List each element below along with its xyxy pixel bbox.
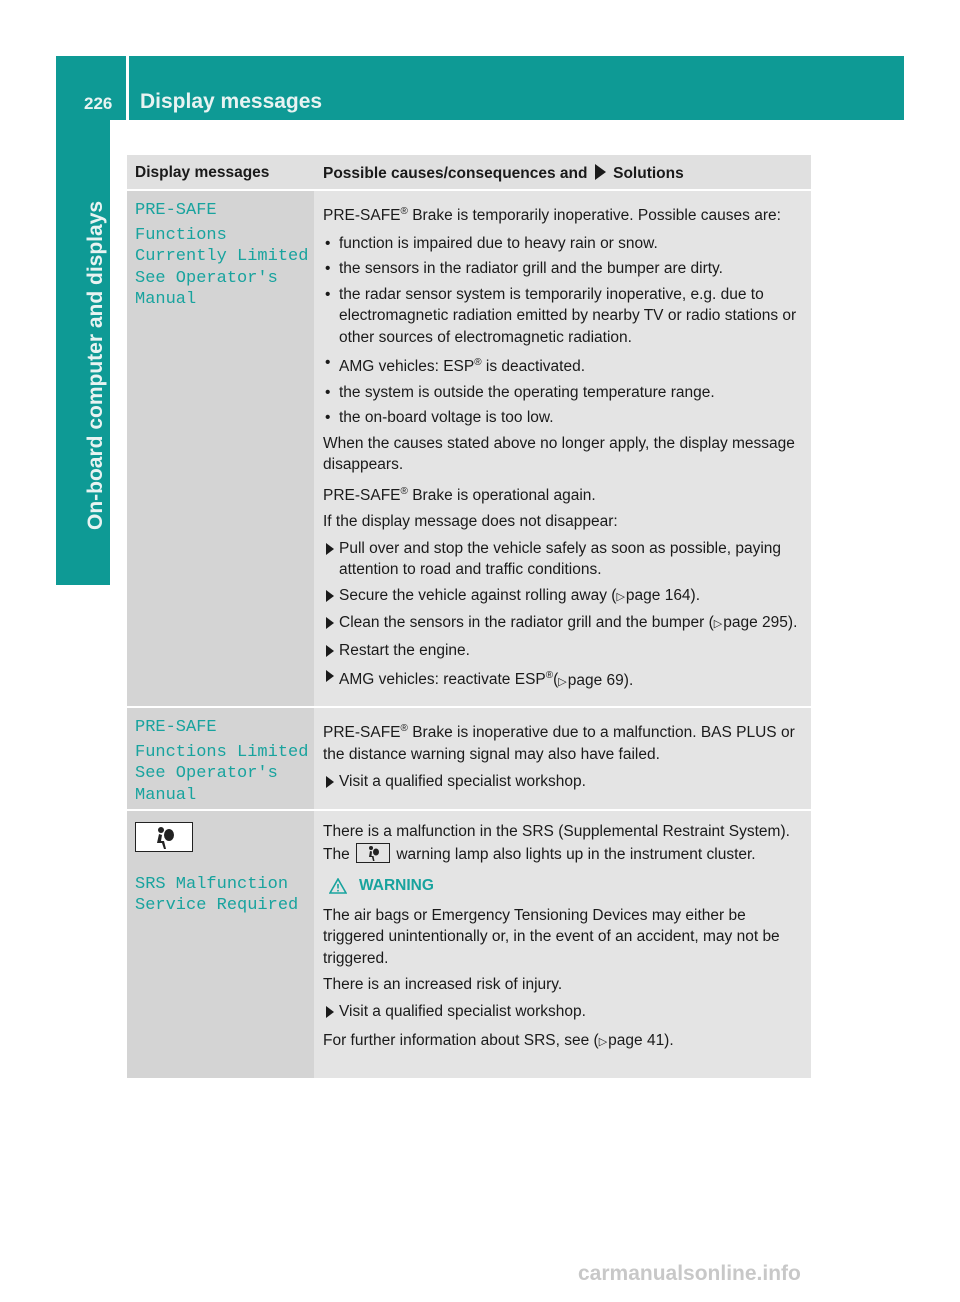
display-messages-table bbox=[127, 155, 811, 1078]
col-header-causes-solutions bbox=[314, 155, 811, 189]
page-reference-link[interactable]: ▷ page 69). bbox=[558, 672, 633, 689]
header-divider bbox=[126, 56, 129, 120]
message-line: PRE-SAFE bbox=[135, 201, 217, 220]
page-reference-link[interactable]: ▷ page 41). bbox=[599, 1032, 674, 1049]
watermark: carmanualsonline.info bbox=[578, 1262, 801, 1285]
action-step: Visit a qualified specialist workshop. bbox=[323, 771, 805, 793]
causes-solutions-cell bbox=[314, 811, 811, 1078]
message-line: Currently Limited bbox=[135, 247, 309, 266]
intro-text: PRE-SAFE® Brake is temporarily inoperative. Possible causes are: bbox=[323, 206, 781, 225]
message-line: Manual bbox=[135, 785, 197, 805]
action-step: Visit a qualified specialist workshop. bbox=[323, 1001, 805, 1023]
info-paragraph: For further information about SRS, see (▷ page 41). bbox=[323, 1030, 805, 1054]
page-reference-link[interactable]: ▷ page 164). bbox=[616, 587, 700, 604]
message-line: PRE-SAFE bbox=[135, 718, 217, 737]
col-header-display-messages: Display messages bbox=[127, 155, 314, 189]
warning-text: The air bags or Emergency Tensioning Devices may either be triggered unintentionally or, in the event of an accident, may not be triggered. bbox=[323, 906, 780, 967]
col-header-causes-text: Possible causes/consequences and bbox=[323, 165, 588, 182]
cause-bullet: • function is impaired due to heavy rain or snow. bbox=[323, 233, 805, 255]
message-line: Functions Limited bbox=[135, 742, 309, 762]
action-step: AMG vehicles: reactivate ESP®(▷ page 69). bbox=[323, 665, 805, 693]
warning-triangle-icon bbox=[329, 878, 347, 894]
page-title: Display messages bbox=[140, 90, 323, 113]
page-reference-link[interactable]: ▷ page 295). bbox=[714, 614, 798, 631]
page-number: 226 bbox=[84, 94, 113, 113]
display-message-cell bbox=[127, 708, 314, 809]
table-header-row bbox=[127, 155, 811, 189]
chapter-tab bbox=[56, 120, 110, 585]
table-row bbox=[127, 708, 811, 809]
cause-bullet: • the system is outside the operating temperature range. bbox=[323, 382, 805, 404]
cause-bullet: • the sensors in the radiator grill and the bumper are dirty. bbox=[323, 258, 805, 280]
action-step: Secure the vehicle against rolling away (▷ page 164). bbox=[323, 585, 805, 609]
display-message-cell bbox=[127, 811, 314, 1078]
intro-text: PRE-SAFE® Brake is inoperative due to a malfunction. BAS PLUS or the distance warning signal may also have failed. bbox=[323, 723, 795, 763]
action-step: Pull over and stop the vehicle safely as soon as possible, paying attention to road and traffic conditions. bbox=[323, 538, 805, 581]
causes-solutions-cell bbox=[314, 191, 811, 706]
message-line: Service Required bbox=[135, 896, 299, 915]
warning-heading bbox=[323, 875, 805, 897]
page-header bbox=[56, 56, 904, 120]
chapter-tab-label: On-board computer and displays bbox=[84, 200, 107, 530]
table-row bbox=[127, 191, 811, 706]
cause-bullet: • the on-board voltage is too low. bbox=[323, 407, 805, 429]
message-line: Manual bbox=[135, 290, 197, 309]
action-arrow-icon bbox=[595, 164, 606, 180]
info-paragraph: PRE-SAFE® Brake is operational again. bbox=[323, 485, 596, 504]
airbag-warning-icon bbox=[135, 822, 193, 852]
message-line: SRS Malfunction bbox=[135, 874, 289, 894]
airbag-warning-icon bbox=[356, 843, 390, 863]
table-row bbox=[127, 811, 811, 1078]
action-step: Clean the sensors in the radiator grill and the bumper (▷ page 295). bbox=[323, 612, 805, 636]
message-line: See Operator's bbox=[135, 268, 278, 288]
col-header-solutions-text: Solutions bbox=[613, 165, 684, 182]
risk-text: There is an increased risk of injury. bbox=[323, 976, 563, 993]
warning-label: WARNING bbox=[359, 877, 434, 894]
action-step: Restart the engine. bbox=[323, 640, 805, 662]
info-paragraph: When the causes stated above no longer apply, the display message disappears. bbox=[323, 434, 795, 474]
causes-solutions-cell bbox=[314, 708, 811, 809]
display-message-cell bbox=[127, 191, 314, 706]
message-line: See Operator's bbox=[135, 764, 278, 783]
message-line: Functions bbox=[135, 225, 227, 245]
info-paragraph: If the display message does not disappear: bbox=[323, 513, 618, 531]
cause-bullet: • the radar sensor system is temporarily inoperative, e.g. due to electromagnetic radiation emitted by nearby TV or radio stations or other sources of electromagnetic radiation. bbox=[323, 284, 805, 349]
info-paragraph: There is a malfunction in the SRS (Supplemental Restraint System). The warning lamp also lights up in the instrument cluster. bbox=[323, 823, 790, 863]
cause-bullet: • AMG vehicles: ESP® is deactivated. bbox=[323, 352, 805, 378]
